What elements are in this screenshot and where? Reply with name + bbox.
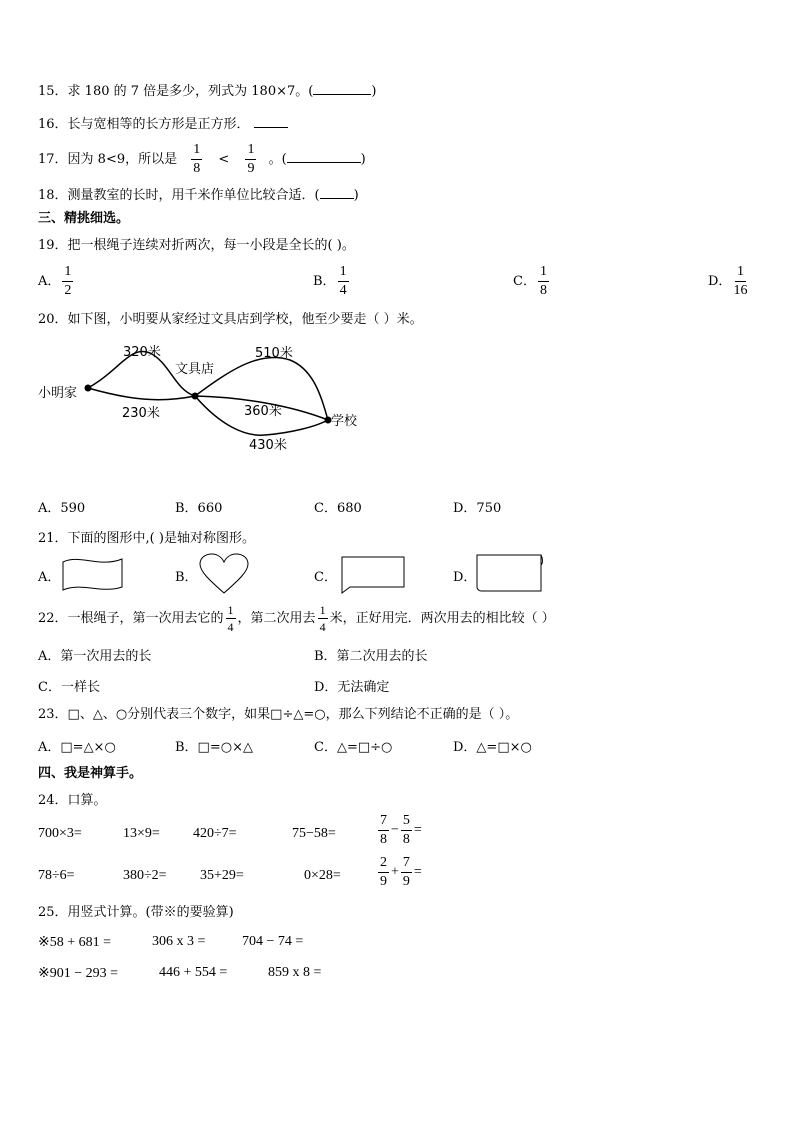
distance-label: 320米 bbox=[123, 345, 161, 360]
question-18: 18．测量教室的长时，用千米作单位比较合适．( ) bbox=[38, 188, 359, 203]
question-17-text: 17．因为 8<9，所以是 bbox=[38, 152, 178, 167]
question-22: 22．一根绳子，第一次用去它的 $\frac{1}{4}$ ，第二次用去 $\frac{1}{4}$ 米，正好用完．两次用去的相比较（ ） bbox=[38, 603, 555, 634]
answer-blank[interactable] bbox=[313, 82, 371, 95]
answer-blank[interactable] bbox=[320, 186, 354, 199]
q20-option-a[interactable]: A．590 bbox=[38, 501, 86, 516]
fraction-calc: $\frac{2}{9}$ + $\frac{7}{9}$ = bbox=[380, 855, 422, 889]
question-19-text: 19．把一根绳子连续对折两次，每一小段是全长的( )。 bbox=[38, 238, 355, 253]
question-16 bbox=[38, 115, 288, 134]
q21-option-c[interactable]: C． bbox=[314, 570, 337, 585]
q19-option-b[interactable]: B． $\frac{1}{4}$ bbox=[313, 264, 347, 298]
distance-label: 510米 bbox=[255, 346, 293, 361]
fraction: $\frac{1}{4}$ bbox=[227, 603, 234, 634]
fraction: $\frac{1}{8}$ bbox=[193, 142, 201, 176]
question-17: 17．因为 8<9，所以是 $\frac{1}{8}$ < $\frac{1}{9}$ 。( ) bbox=[38, 142, 366, 176]
mental-calc: 380÷2= bbox=[123, 868, 167, 883]
fraction: $\frac{1}{9}$ bbox=[247, 142, 255, 176]
q21-option-a[interactable]: A． bbox=[38, 570, 61, 585]
vertical-calc: 704 − 74 = bbox=[242, 934, 304, 949]
q23-option-a[interactable]: A．□=△×○ bbox=[38, 740, 116, 755]
distance-label: 430米 bbox=[249, 438, 287, 453]
mental-calc: 0×28= bbox=[304, 868, 341, 883]
wavy-flag-shape[interactable] bbox=[60, 554, 126, 594]
mental-calc: 78÷6= bbox=[38, 868, 75, 883]
store-label: 文具店 bbox=[175, 362, 215, 377]
q19-option-a[interactable]: A． $\frac{1}{2}$ bbox=[38, 264, 72, 298]
mental-calc: 700×3= bbox=[38, 826, 82, 841]
q21-option-b[interactable]: B． bbox=[175, 570, 198, 585]
q23-option-d[interactable]: D．△=□×○ bbox=[453, 740, 532, 755]
question-21-text: 21．下面的图形中,( )是轴对称图形。 bbox=[38, 531, 255, 546]
question-18-text: 18．测量教室的长时，用千米作单位比较合适．( bbox=[38, 188, 320, 203]
question-25-title: 25．用竖式计算。(带※的要验算) bbox=[38, 905, 234, 920]
vertical-calc: 306 x 3 = bbox=[152, 934, 206, 949]
q19-option-c[interactable]: C． $\frac{1}{8}$ bbox=[513, 264, 547, 298]
mental-calc: 35+29= bbox=[200, 868, 244, 883]
route-diagram bbox=[0, 335, 794, 465]
question-20-text: 20．如下图，小明要从家经过文具店到学校，他至少要走（ ）米。 bbox=[38, 312, 423, 327]
section-3-title: 三、精挑细选。 bbox=[38, 211, 130, 226]
heart-shape[interactable] bbox=[198, 553, 250, 597]
question-15-text: 15．求 180 的 7 倍是多少，列式为 180×7。( bbox=[38, 84, 314, 99]
q21-option-d[interactable]: D． bbox=[453, 570, 477, 585]
home-label: 小明家 bbox=[38, 386, 78, 401]
mental-calc: 13×9= bbox=[123, 826, 160, 841]
curled-rectangle-shape[interactable] bbox=[475, 553, 545, 595]
q22-option-d[interactable]: D．无法确定 bbox=[314, 680, 390, 695]
q20-option-b[interactable]: B．660 bbox=[175, 501, 223, 516]
school-label: 学校 bbox=[331, 414, 358, 429]
q22-option-a[interactable]: A．第一次用去的长 bbox=[38, 649, 152, 664]
question-15: 15．求 180 的 7 倍是多少，列式为 180×7。( ) bbox=[38, 84, 377, 99]
q23-option-c[interactable]: C．△=□÷○ bbox=[314, 740, 393, 755]
q19-option-d[interactable]: D． $\frac{1}{16}$ bbox=[708, 264, 748, 298]
distance-label: 230米 bbox=[122, 406, 160, 421]
vertical-calc: ※58 + 681 = bbox=[38, 935, 112, 950]
q20-option-c[interactable]: C．680 bbox=[314, 501, 362, 516]
fraction-calc: $\frac{7}{8}$ − $\frac{5}{8}$ = bbox=[380, 813, 422, 847]
vertical-calc: 859 x 8 = bbox=[268, 965, 322, 980]
mental-calc: 420÷7= bbox=[193, 826, 237, 841]
q22-option-c[interactable]: C．一样长 bbox=[38, 680, 100, 695]
distance-label: 360米 bbox=[244, 404, 282, 419]
question-16-text: 16．长与宽相等的长方形是正方形． bbox=[38, 117, 250, 132]
vertical-calc: 446 + 554 = bbox=[159, 965, 228, 980]
vertical-calc: ※901 − 293 = bbox=[38, 966, 119, 981]
q23-option-b[interactable]: B．□=○×△ bbox=[175, 740, 253, 755]
question-23-text: 23．□、△、○分别代表三个数字，如果□÷△=○，那么下列结论不正确的是（ ）。 bbox=[38, 707, 519, 722]
fraction: $\frac{1}{4}$ bbox=[319, 603, 326, 634]
answer-blank[interactable] bbox=[254, 115, 288, 128]
q22-option-b[interactable]: B．第二次用去的长 bbox=[314, 649, 428, 664]
question-24-title: 24．口算。 bbox=[38, 793, 107, 808]
q20-option-d[interactable]: D．750 bbox=[453, 501, 502, 516]
speech-bubble-shape[interactable] bbox=[338, 555, 408, 595]
mental-calc: 75−58= bbox=[292, 826, 336, 841]
section-4-title: 四、我是神算手。 bbox=[38, 766, 143, 781]
answer-blank[interactable] bbox=[287, 150, 361, 163]
